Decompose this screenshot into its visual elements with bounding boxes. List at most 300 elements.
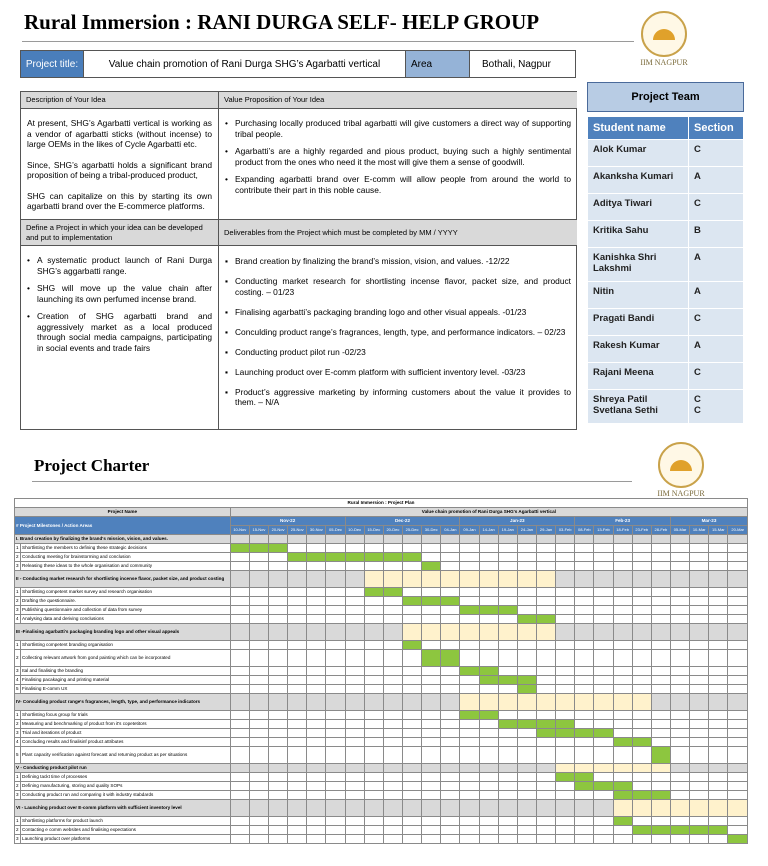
timeline-cell [709,800,728,817]
timeline-cell [613,747,632,764]
timeline-cell [728,597,748,606]
timeline-cell [690,791,709,800]
area-value: Bothali, Nagpur [482,58,551,70]
team-row [588,194,744,221]
timeline-cell [402,835,421,844]
timeline-cell [594,791,613,800]
timeline-cell [230,588,249,597]
timeline-cell [556,711,575,720]
timeline-cell [383,624,402,641]
timeline-cell [670,597,689,606]
gantt-bar [479,667,498,676]
task-row [15,553,748,562]
timeline-cell [326,624,345,641]
project-name-row [15,508,748,517]
timeline-cell [307,588,326,597]
timeline-cell [288,826,307,835]
timeline-cell [690,764,709,773]
timeline-cell [441,641,460,650]
task-number: 1 [15,641,21,650]
timeline-cell [249,764,268,773]
timeline-cell [556,615,575,624]
timeline-cell [230,791,249,800]
timeline-cell [690,782,709,791]
timeline-cell [288,597,307,606]
timeline-cell [230,650,249,667]
timeline-cell [326,571,345,588]
timeline-cell [536,738,555,747]
timeline-cell [556,571,575,588]
timeline-cell [728,826,748,835]
project-charter-title: Project Charter [34,456,150,475]
timeline-cell [709,553,728,562]
timeline-cell [345,738,364,747]
gantt-bar [383,588,402,597]
gantt-bar [651,747,670,764]
timeline-cell [728,782,748,791]
timeline-cell [422,694,441,711]
timeline-cell [632,685,651,694]
timeline-cell [728,606,748,615]
timeline-cell [498,597,517,606]
timeline-cell [517,835,536,844]
timeline-cell [613,826,632,835]
student-name: Rakesh Kumar [588,336,689,363]
timeline-cell [556,817,575,826]
task-row [15,720,748,729]
timeline-cell [632,597,651,606]
timeline-cell [288,773,307,782]
gantt-bar [613,817,632,826]
task-number: 3 [15,791,21,800]
timeline-cell [383,711,402,720]
timeline-cell [728,544,748,553]
timeline-cell [288,562,307,571]
gantt-bar [422,650,441,667]
timeline-cell [422,571,441,588]
team-table [587,116,744,424]
timeline-cell [441,835,460,844]
timeline-cell [498,694,517,711]
timeline-cell [249,711,268,720]
timeline-cell [345,817,364,826]
timeline-cell [613,676,632,685]
timeline-cell [517,597,536,606]
timeline-cell [422,544,441,553]
student-section: A [689,282,744,309]
timeline-cell [517,711,536,720]
timeline-cell [575,800,594,817]
timeline-cell [249,791,268,800]
deliverable-item: ▪ Conducting market research for shortlisting incense flavor, packet size, and product costing. – 01/23 [225,276,571,297]
timeline-cell [670,694,689,711]
timeline-cell [536,641,555,650]
timeline-cell [288,641,307,650]
iim-nagpur-logo-icon-2 [658,442,704,488]
timeline-cell [709,615,728,624]
timeline-cell [690,835,709,844]
timeline-cell [575,835,594,844]
timeline-cell [249,817,268,826]
timeline-cell [556,606,575,615]
timeline-cell [575,553,594,562]
timeline-cell [364,667,383,676]
timeline-cell [460,720,479,729]
timeline-cell [728,553,748,562]
timeline-cell [575,606,594,615]
task-row [15,562,748,571]
description-paragraph: At present, SHG’s Agarbatti vertical is working as a vendor of agarbatti sticks (without incense) to large OEMs in the likes of Cycle Agarbatti etc. [27,118,212,149]
timeline-cell [536,624,555,641]
timeline-cell [345,641,364,650]
timeline-cell [594,738,613,747]
task-number: 3 [15,606,21,615]
timeline-cell [307,597,326,606]
timeline-cell [422,553,441,562]
timeline-cell [517,606,536,615]
timeline-cell [575,571,594,588]
timeline-cell [422,791,441,800]
timeline-cell [709,685,728,694]
milestone-row [15,694,748,711]
task-row [15,711,748,720]
timeline-cell [307,606,326,615]
timeline-cell [517,729,536,738]
timeline-cell [441,588,460,597]
task-label: Launching product over platforms [21,835,231,844]
gantt-bar [249,544,268,553]
task-label: Contacting e comm websites and finalising expectations [21,826,231,835]
timeline-cell [269,729,288,738]
timeline-cell [575,694,594,711]
timeline-cell [441,729,460,738]
timeline-cell [269,782,288,791]
timeline-cell [613,544,632,553]
timeline-cell [651,711,670,720]
timeline-cell [383,747,402,764]
timeline-cell [632,606,651,615]
timeline-cell [422,641,441,650]
timeline-cell [230,553,249,562]
timeline-cell [594,720,613,729]
student-section: A [689,248,744,282]
team-row [588,309,744,336]
timeline-cell [690,606,709,615]
timeline-cell [402,826,421,835]
timeline-cell [345,544,364,553]
week-header: 30-Nov [307,526,326,535]
define-point: • A systematic product launch of Rani Durga SHG’s aggarbatti range. [27,255,212,276]
description-paragraph: Since, SHG’s agarbatti holds a significant brand proposition of being a tribal-produced product, [27,159,212,180]
timeline-cell [402,747,421,764]
timeline-cell [613,597,632,606]
timeline-cell [307,535,326,544]
timeline-cell [575,791,594,800]
gantt-bar [479,606,498,615]
timeline-cell [422,764,441,773]
timeline-cell [651,835,670,844]
timeline-cell [230,773,249,782]
timeline-cell [383,694,402,711]
timeline-cell [517,588,536,597]
timeline-cell [441,773,460,782]
timeline-cell [288,615,307,624]
timeline-cell [498,535,517,544]
timeline-cell [517,553,536,562]
timeline-cell [326,720,345,729]
task-label: Finalising E-comm UX [21,685,231,694]
week-header: 15-Nov [249,526,268,535]
timeline-cell [709,650,728,667]
timeline-cell [651,667,670,676]
timeline-cell [594,747,613,764]
timeline-cell [613,588,632,597]
timeline-cell [575,650,594,667]
milestone-label: I. Brand creation by finalizing the brand's mission, vision, and values. [15,535,231,544]
timeline-cell [575,624,594,641]
timeline-cell [345,791,364,800]
timeline-cell [651,729,670,738]
timeline-cell [460,817,479,826]
timeline-cell [536,650,555,667]
timeline-cell [402,800,421,817]
timeline-cell [345,606,364,615]
timeline-cell [709,641,728,650]
timeline-cell [364,782,383,791]
timeline-cell [269,571,288,588]
gantt-bar [422,562,441,571]
timeline-cell [288,694,307,711]
timeline-cell [556,694,575,711]
gantt-bar [632,738,651,747]
milestone-row [15,764,748,773]
timeline-cell [288,588,307,597]
timeline-cell [249,588,268,597]
timeline-cell [402,711,421,720]
timeline-cell [575,738,594,747]
deliverable-item: ▪ Product’s aggressive marketing by informing customers about the value it provides to them. – N/A [225,387,571,408]
timeline-cell [479,800,498,817]
timeline-cell [613,711,632,720]
gantt-bar [517,615,536,624]
plan-title: Rural Immersion : Project Plan [15,499,748,508]
task-row [15,835,748,844]
task-label: Shortlisting competent market survey and research organisation [21,588,231,597]
timeline-cell [249,800,268,817]
define-point: • SHG will move up the value chain after launching its own perfumed incense brand. [27,283,212,304]
timeline-cell [307,720,326,729]
timeline-cell [498,747,517,764]
timeline-cell [230,562,249,571]
week-header: 25-Nov [288,526,307,535]
timeline-cell [345,800,364,817]
timeline-cell [632,588,651,597]
student-section: B [689,221,744,248]
timeline-cell [479,773,498,782]
timeline-cell [498,791,517,800]
timeline-cell [230,738,249,747]
timeline-cell [230,624,249,641]
timeline-cell [288,624,307,641]
timeline-cell [709,676,728,685]
timeline-cell [536,676,555,685]
timeline-cell [422,535,441,544]
timeline-cell [690,720,709,729]
timeline-cell [441,667,460,676]
timeline-cell [709,624,728,641]
timeline-cell [402,544,421,553]
timeline-cell [307,764,326,773]
timeline-cell [670,835,689,844]
month-header: Nov-22 [230,517,345,526]
timeline-cell [269,606,288,615]
timeline-cell [709,747,728,764]
timeline-cell [594,835,613,844]
timeline-cell [690,553,709,562]
timeline-cell [479,624,498,641]
timeline-cell [345,711,364,720]
timeline-cell [230,667,249,676]
timeline-cell [632,720,651,729]
timeline-cell [230,641,249,650]
timeline-cell [230,694,249,711]
timeline-cell [460,747,479,764]
timeline-cell [728,817,748,826]
gantt-bar [517,676,536,685]
week-header: 10-Dec [345,526,364,535]
timeline-cell [269,641,288,650]
timeline-cell [651,597,670,606]
timeline-cell [288,791,307,800]
timeline-cell [498,738,517,747]
timeline-cell [307,571,326,588]
timeline-cell [536,791,555,800]
section-header: Section [689,117,744,140]
timeline-cell [632,817,651,826]
value-point: • Expanding agarbatti brand over E-comm will allow people from around the world to contribute their part in this noble cause. [225,174,571,195]
timeline-cell [441,817,460,826]
timeline-cell [441,553,460,562]
timeline-cell [364,791,383,800]
timeline-cell [288,720,307,729]
timeline-cell [670,641,689,650]
timeline-cell [498,773,517,782]
timeline-cell [651,676,670,685]
timeline-cell [383,615,402,624]
task-number: 4 [15,676,21,685]
timeline-cell [670,773,689,782]
timeline-cell [402,624,421,641]
gantt-bar [460,667,479,676]
timeline-cell [613,720,632,729]
gantt-bar [402,641,421,650]
timeline-cell [517,694,536,711]
timeline-cell [709,606,728,615]
timeline-cell [441,764,460,773]
timeline-cell [364,773,383,782]
timeline-cell [288,650,307,667]
timeline-cell [460,588,479,597]
timeline-cell [709,720,728,729]
timeline-cell [307,800,326,817]
timeline-cell [249,694,268,711]
gantt-bar [441,650,460,667]
timeline-cell [575,685,594,694]
timeline-cell [632,535,651,544]
gantt-bar [613,782,632,791]
timeline-cell [422,800,441,817]
timeline-cell [307,747,326,764]
timeline-cell [460,826,479,835]
timeline-cell [479,835,498,844]
timeline-cell [613,624,632,641]
timeline-cell [441,562,460,571]
timeline-cell [364,835,383,844]
timeline-cell [326,615,345,624]
timeline-cell [345,685,364,694]
student-name: Nitin [588,282,689,309]
deliverable-item: ▪ Finalising agarbatti’s packaging branding logo and other visual appeals. -01/23 [225,307,571,318]
gantt-bar [613,791,632,800]
task-row [15,615,748,624]
timeline-cell [307,791,326,800]
timeline-cell [728,588,748,597]
student-name: Shreya Patil Svetlana Sethi [588,390,689,424]
timeline-cell [269,615,288,624]
timeline-cell [556,544,575,553]
timeline-cell [709,535,728,544]
task-label: Plant capacity verification against forecast and returning product as per situations [21,747,231,764]
month-row [15,517,748,526]
timeline-cell [269,676,288,685]
week-header: 20-Mar [728,526,748,535]
timeline-cell [364,676,383,685]
timeline-cell [307,782,326,791]
timeline-cell [690,544,709,553]
gantt-bar [269,544,288,553]
timeline-cell [613,553,632,562]
gantt-bar [556,720,575,729]
timeline-cell [249,624,268,641]
timeline-cell [517,764,536,773]
timeline-cell [556,553,575,562]
timeline-cell [441,685,460,694]
gantt-bar [498,720,517,729]
define-project-cell [21,219,219,430]
timeline-cell [728,791,748,800]
timeline-cell [556,676,575,685]
timeline-cell [383,729,402,738]
task-label: Releasing these ideas to the whole organisation and community [21,562,231,571]
student-name: Kanishka Shri Lakshmi [588,248,689,282]
team-row [588,336,744,363]
timeline-cell [498,553,517,562]
timeline-cell [460,738,479,747]
timeline-cell [651,544,670,553]
timeline-cell [479,747,498,764]
timeline-cell [479,650,498,667]
timeline-cell [383,764,402,773]
timeline-cell [230,835,249,844]
timeline-cell [651,685,670,694]
timeline-cell [249,641,268,650]
task-label: Defining manufacturing, storing and quality SOPs [21,782,231,791]
timeline-cell [402,615,421,624]
timeline-cell [709,738,728,747]
timeline-cell [269,624,288,641]
timeline-cell [230,747,249,764]
task-label: Defining tackt time of processes [21,773,231,782]
